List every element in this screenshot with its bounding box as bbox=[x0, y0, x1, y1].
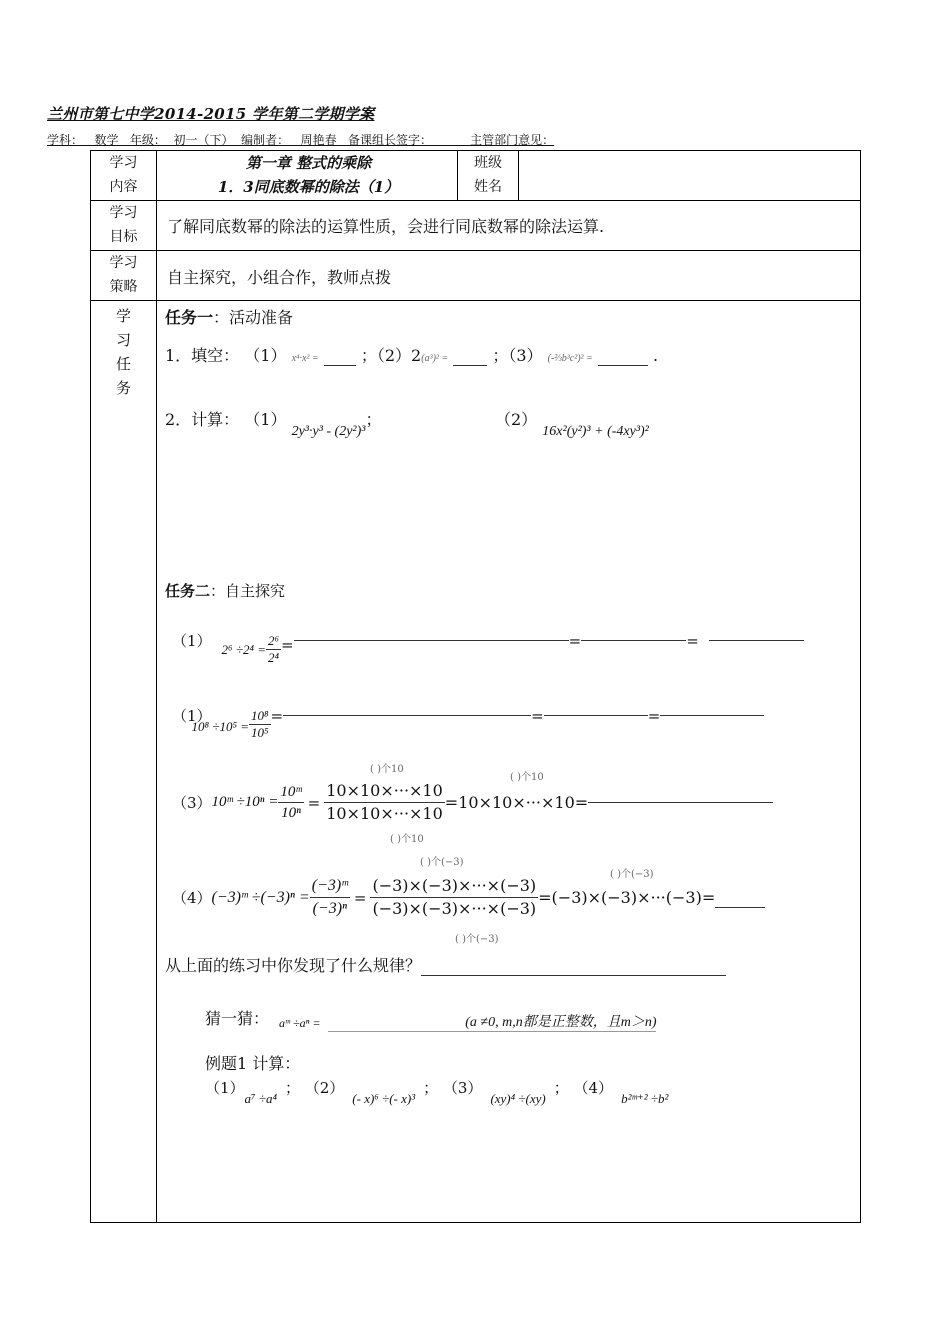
q2-expr-2: 16x²(y²)³ + (-4xy³)² bbox=[542, 424, 649, 439]
label-line: 班级 bbox=[474, 155, 502, 171]
chapter-title: 第一章 整式的乘除 bbox=[245, 154, 372, 172]
pattern-question bbox=[165, 953, 726, 976]
example-expr-4: b²ᵐ⁺² ÷b² bbox=[621, 1091, 669, 1106]
explore-3-result: =10×10×···×10= bbox=[444, 793, 589, 812]
label-char: 学 bbox=[115, 307, 131, 325]
lesson-title: 1．3同底数幂的除法（1） bbox=[217, 178, 400, 196]
fraction-num: (−3)×(−3)×···×(−3) bbox=[370, 875, 538, 898]
guess-label: 猜一猜： bbox=[205, 1009, 270, 1028]
example-expr-1: a⁷ ÷a⁴ bbox=[244, 1091, 277, 1106]
task1-q1 bbox=[165, 343, 658, 366]
example-label: （1） bbox=[205, 1079, 245, 1097]
task2-heading bbox=[165, 580, 285, 601]
explore-expr: 10⁸ ÷10⁵ = bbox=[191, 718, 249, 734]
fraction-num: 10ᵐ bbox=[278, 782, 303, 803]
example-title: 例题1 计算： bbox=[205, 1054, 301, 1073]
explore-label: （1） bbox=[172, 632, 212, 650]
explore-2-blank-1[interactable] bbox=[283, 715, 531, 716]
q1-blank-3[interactable] bbox=[598, 365, 648, 366]
explore-4-blank[interactable] bbox=[715, 907, 765, 908]
label-strategy bbox=[91, 251, 156, 299]
lesson-heading bbox=[160, 151, 457, 199]
q2-label: 2．计算： bbox=[165, 410, 240, 429]
row-divider-2 bbox=[90, 250, 861, 251]
explore-expr: 10ᵐ ÷10ⁿ = bbox=[211, 794, 279, 810]
label-line: 学习 bbox=[109, 155, 138, 171]
task1-title-rest: ：活动准备 bbox=[213, 308, 294, 327]
header-meta: 学科： 数学 年级： 初一（下） 编制者： 周艳春 备课组长签字： 主管部门意见： bbox=[47, 133, 555, 147]
fraction-num: 2⁶ bbox=[268, 633, 280, 648]
label-char: 习 bbox=[115, 331, 131, 349]
label-line: 目标 bbox=[109, 229, 138, 245]
guess-expr: aᵐ ÷aⁿ = bbox=[279, 1016, 321, 1030]
label-char: 任 bbox=[115, 355, 131, 373]
explore-fraction bbox=[249, 708, 271, 741]
table-border-right bbox=[860, 150, 861, 1223]
label-line: 姓名 bbox=[474, 179, 502, 195]
fraction-num: 10⁸ bbox=[251, 708, 269, 723]
task1-q2 bbox=[165, 407, 382, 439]
explore-1-blank-3[interactable] bbox=[709, 640, 804, 641]
explore-3-long-fraction bbox=[324, 780, 445, 825]
guess-line bbox=[205, 1003, 656, 1032]
label-content bbox=[91, 151, 156, 199]
explore-4-result-note: ( )个(−3) bbox=[610, 869, 654, 880]
explore-expr: 2⁶ ÷2⁴ = bbox=[221, 641, 266, 657]
explore-3-bottom-note: ( )个10 bbox=[390, 834, 424, 845]
explore-3-top-note: ( )个10 bbox=[370, 764, 404, 775]
q1-expr-3: (-⅔b³c²)² = bbox=[547, 353, 593, 364]
q1-expr-1: x⁴·x² = bbox=[291, 353, 319, 364]
explore-label: （3） bbox=[172, 794, 212, 812]
strategy-content: 自主探究，小组合作，教师点拨 bbox=[167, 268, 392, 287]
explore-3-blank[interactable] bbox=[588, 802, 773, 803]
explore-label: （1） bbox=[172, 707, 212, 725]
label-class bbox=[458, 151, 518, 199]
example-expr-3: (xy)⁴ ÷(xy) bbox=[490, 1091, 546, 1106]
label-line: 学习 bbox=[109, 205, 138, 221]
label-line: 策略 bbox=[109, 279, 138, 295]
fraction-den: (−3)ⁿ bbox=[312, 900, 348, 917]
label-goal bbox=[91, 201, 156, 249]
fraction-den: (−3)×(−3)×···×(−3) bbox=[372, 899, 537, 918]
explore-3-result-note: ( )个10 bbox=[510, 772, 544, 783]
fraction-num: 10×10×···×10 bbox=[324, 780, 445, 803]
explore-2-blank-3[interactable] bbox=[660, 715, 764, 716]
task1-heading bbox=[165, 305, 293, 328]
class-divider-2 bbox=[518, 150, 519, 201]
q1-blank-2[interactable] bbox=[453, 365, 487, 366]
fraction-den: 10⁵ bbox=[251, 725, 269, 740]
q1-part-label: ；（3） bbox=[492, 346, 543, 365]
q1-part-label: ；（2）2 bbox=[360, 346, 422, 365]
fraction-num: (−3)ᵐ bbox=[310, 875, 350, 898]
example-problems bbox=[205, 1077, 668, 1107]
q1-label: 1．填空： bbox=[165, 346, 240, 365]
explore-2: （1） 10⁸ ÷10⁵ = $\frac{\text{10⁸}}{\text{10⁵}}$ = = = bbox=[172, 690, 764, 741]
table-border-bottom bbox=[90, 1222, 861, 1223]
q1-expr-2: (a³)² = bbox=[421, 353, 449, 364]
example-expr-2: (- x)⁶ ÷(- x)³ bbox=[352, 1091, 416, 1106]
label-line: 内容 bbox=[109, 179, 138, 195]
explore-4-bottom-note: ( )个(−3) bbox=[455, 934, 499, 945]
task1-title: 任务一 bbox=[165, 308, 214, 327]
guess-answer-line[interactable] bbox=[328, 1011, 656, 1032]
explore-4-long-fraction bbox=[370, 875, 538, 920]
task1-q2-part2 bbox=[495, 407, 649, 439]
explore-fraction bbox=[278, 782, 303, 823]
q2-part-label: （1） bbox=[244, 410, 287, 429]
question-text: 从上面的练习中你发现了什么规律？ bbox=[165, 956, 422, 975]
explore-fraction bbox=[310, 875, 350, 920]
guess-condition: (a ≠0, m,n都是正整数，且m＞n) bbox=[465, 1015, 657, 1030]
q2-part-label: （2） bbox=[495, 410, 538, 429]
example-label: ； （2） bbox=[284, 1079, 345, 1097]
explore-4-top-note: ( )个(−3) bbox=[420, 857, 464, 868]
explore-2-blank-2[interactable] bbox=[544, 715, 648, 716]
example-label: ； （4） bbox=[553, 1079, 614, 1097]
example-label: ； （3） bbox=[423, 1079, 483, 1097]
explore-expr: (−3)ᵐ ÷(−3)ⁿ = bbox=[211, 888, 310, 906]
pattern-answer-blank[interactable] bbox=[421, 975, 726, 976]
q1-end: . bbox=[652, 346, 659, 365]
goal-content: 了解同底数幂的除法的运算性质，会进行同底数幂的除法运算. bbox=[167, 217, 605, 236]
fraction-den: 10ⁿ bbox=[281, 805, 301, 821]
explore-1-blank-2[interactable] bbox=[581, 640, 686, 641]
page-title: 兰州市第七中学2014-2015 学年第二学期学案 bbox=[47, 105, 375, 123]
q2-sep: ； bbox=[365, 410, 382, 429]
column-divider bbox=[156, 150, 157, 1223]
q1-blank-1[interactable] bbox=[324, 365, 356, 366]
explore-1: （1） 2⁶ ÷2⁴ = $\frac{\text{2⁶}}{\text{2⁴}}$ = = = bbox=[172, 615, 804, 666]
task2-title: 任务二 bbox=[165, 582, 211, 600]
row-divider-3 bbox=[90, 300, 861, 301]
explore-3: （3） 10ᵐ ÷10ⁿ = $\frac{\text{10ᵐ}}{\text{10ⁿ}}$ = $\frac{10\times 10\times\cdot\cdot\cdot\times 10}{10\times 10\times\cdot\cdot\cdot\times 10}$ =10×10×···×10= bbox=[172, 780, 773, 825]
label-char: 务 bbox=[115, 379, 131, 397]
label-line: 学习 bbox=[109, 255, 138, 271]
fraction-den: 2⁴ bbox=[268, 650, 280, 665]
task2-title-rest: ：自主探究 bbox=[210, 582, 286, 600]
explore-1-blank-1[interactable] bbox=[294, 640, 569, 641]
explore-fraction bbox=[266, 633, 281, 666]
q1-part-label: （1） bbox=[244, 346, 287, 365]
explore-label: （4） bbox=[172, 889, 212, 907]
explore-4-result: =(−3)×(−3)×···(−3)= bbox=[538, 888, 716, 907]
explore-4: （4） (−3)ᵐ ÷(−3)ⁿ = $\frac{\text{(−3)ᵐ}}{\text{(−3)ⁿ}}$ = $\frac{(-3)\times(-3)\times\cdot\cdot\cdot\times(-3)}{(-3)\times(-3)\times\cdot\cdot\cdot\times(-3)}$ =(−3)×(−3)×···(−3)= bbox=[172, 875, 765, 920]
q2-expr-1: 2y³·y³ - (2y²)³ bbox=[291, 424, 366, 439]
fraction-den: 10×10×···×10 bbox=[326, 804, 443, 823]
label-task bbox=[91, 304, 156, 400]
row-divider-1 bbox=[90, 200, 861, 201]
